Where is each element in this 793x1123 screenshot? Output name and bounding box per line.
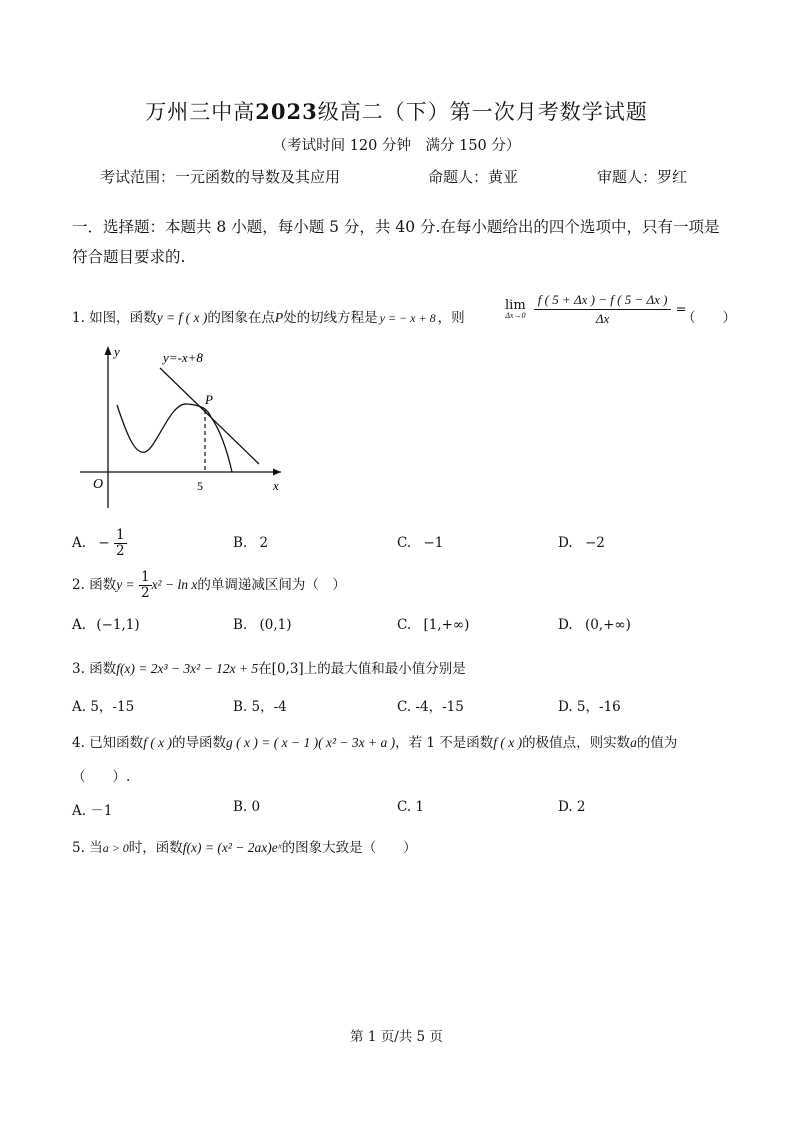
q1-answer-blank: （ ） xyxy=(682,310,736,326)
q1-option-d-value: −2 xyxy=(584,535,605,551)
exam-reviewer: 审题人：罗红 xyxy=(597,168,688,186)
y-axis-label: y xyxy=(114,344,120,359)
tangent-line xyxy=(160,368,259,464)
q4-text-4: 的极值点，则实数 xyxy=(522,735,631,751)
page-footer: 第 1 页/共 5 页 xyxy=(350,1029,443,1045)
q1-limit xyxy=(505,293,687,327)
function-curve xyxy=(117,404,232,472)
q2-text-2: 的单调递减区间为（ ） xyxy=(197,576,346,593)
q2-option-d-value: (0,+∞) xyxy=(584,617,631,633)
exam-title xyxy=(0,96,793,126)
q5-text-3: 的图象大致是（ ） xyxy=(281,840,417,856)
q2-option-c-label: C. xyxy=(397,617,412,633)
tangent-label: y=-x+8 xyxy=(163,350,203,365)
exam-scope: 考试范围：一元函数的导数及其应用 xyxy=(100,168,341,186)
x-axis-arrow xyxy=(273,469,281,476)
q2-option-c-value: [1,+∞) xyxy=(423,617,470,633)
q4-option-d: D. 2 xyxy=(558,799,586,815)
q4-answer-blank: （ ）. xyxy=(72,769,131,785)
q3-option-b: B. 5，-4 xyxy=(233,699,287,715)
q1-graph xyxy=(75,340,300,512)
q5-condition: a > 0 xyxy=(102,841,129,855)
q1-lim-word: lim xyxy=(505,298,526,314)
q2-fraction xyxy=(139,570,152,601)
q4-f1: f ( x ) xyxy=(143,735,173,750)
q4-text-1: 已知函数 xyxy=(89,735,144,751)
q2-option-d xyxy=(558,617,631,633)
x-tick-5: 5 xyxy=(197,479,203,493)
q2-option-b xyxy=(233,617,292,633)
question-5 xyxy=(72,836,417,856)
q2-expression: x² − ln x xyxy=(151,576,198,592)
q4-number: 4. xyxy=(72,735,85,751)
q5-number: 5. xyxy=(72,840,85,856)
q1-denominator: Δx xyxy=(595,311,610,327)
q2-den: 2 xyxy=(140,584,150,601)
q3-expression: f(x) = 2x³ − 3x² − 12x + 5 xyxy=(116,661,259,676)
q3-text-1: 函数 xyxy=(89,661,117,677)
q1-text-4: ，则 xyxy=(437,310,465,326)
q2-option-a xyxy=(72,617,140,633)
q4-option-a: A. －1 xyxy=(72,803,113,819)
x-axis-label: x xyxy=(273,478,279,493)
q1-option-b-label: B. xyxy=(233,535,248,551)
q2-option-b-label: B. xyxy=(233,617,248,633)
y-axis-arrow xyxy=(105,346,112,355)
q1-text-2: 的图象在点 xyxy=(207,310,275,326)
q1-tangent: y = − x + 8 xyxy=(379,311,436,325)
q1-number: 1. xyxy=(72,310,85,326)
q2-option-a-value: (−1,1) xyxy=(96,617,140,633)
q1-function: y = f ( x ) xyxy=(156,310,208,325)
q5-expression: f(x) = (x² − 2ax)eˣ xyxy=(182,840,282,855)
question-4 xyxy=(72,731,677,751)
q1-limit-fraction xyxy=(534,293,672,327)
q1-option-a xyxy=(72,528,127,559)
q1-option-c-label: C. xyxy=(397,535,412,551)
q4-option-c: C. 1 xyxy=(397,799,425,815)
q3-number: 3. xyxy=(72,661,85,677)
q4-text-5: 的值为 xyxy=(636,735,678,751)
q4-text-2: 的导函数 xyxy=(172,735,227,751)
q5-text-2: 时，函数 xyxy=(128,840,183,856)
origin-label: O xyxy=(93,477,104,492)
q1-option-d xyxy=(558,535,605,551)
q1-limit-operator xyxy=(505,299,526,320)
q2-number: 2. xyxy=(72,576,85,593)
q1-point: P xyxy=(274,310,284,325)
q2-option-c xyxy=(397,617,469,633)
question-1 xyxy=(72,306,465,326)
q1-option-a-fraction xyxy=(114,528,127,559)
q1-text-3: 处的切线方程是 xyxy=(283,310,378,326)
q2-y-eq: y = xyxy=(116,576,135,592)
q1-option-b xyxy=(233,535,268,551)
q1-option-a-sign: − xyxy=(98,534,110,551)
title-part1: 万州三中高 xyxy=(145,100,256,124)
q5-text-1: 当 xyxy=(89,840,103,856)
q4-option-b: B. 0 xyxy=(233,799,261,815)
q3-text-2: 在[0,3]上的最大值和最小值分别是 xyxy=(258,661,466,677)
q2-text-1: 函数 xyxy=(89,576,117,593)
q2-option-d-label: D. xyxy=(558,617,573,633)
question-2 xyxy=(72,570,346,601)
q4-text-3: ，若 1 不是函数 xyxy=(395,735,494,751)
title-part2: 级高二（下）第一次月考数学试题 xyxy=(317,100,648,124)
q1-option-c-value: −1 xyxy=(423,535,444,551)
q1-lim-sub: Δx→0 xyxy=(505,311,526,321)
q3-option-a: A. 5，-15 xyxy=(72,699,135,715)
q1-equals: = xyxy=(675,302,687,318)
q4-derivative: g ( x ) = ( x − 1 )( x² − 3x + a ) xyxy=(226,735,396,750)
title-year: 2023 xyxy=(255,99,318,124)
q2-num: 1 xyxy=(140,569,150,585)
section-heading: 一．选择题：本题共 8 小题，每小题 5 分，共 40 分.在每小题给出的四个选项中，只有一项是符合题目要求的. xyxy=(72,218,720,266)
q1-option-a-label: A. xyxy=(72,534,87,551)
exam-subtitle: （考试时间 120 分钟 满分 150 分） xyxy=(272,138,521,154)
exam-author: 命题人：黄亚 xyxy=(428,168,519,186)
q1-option-a-num: 1 xyxy=(115,527,125,543)
q4-a: a xyxy=(630,735,637,750)
q1-numerator: f ( 5 + Δx ) − f ( 5 − Δx ) xyxy=(534,293,672,310)
q2-option-b-value: (0,1) xyxy=(259,617,292,633)
question-3 xyxy=(72,657,466,677)
q1-option-d-label: D. xyxy=(558,535,573,551)
q3-option-c: C. -4，-15 xyxy=(397,699,464,715)
q1-text-1: 如图，函数 xyxy=(89,310,157,326)
q4-f2: f ( x ) xyxy=(493,735,523,750)
q1-option-a-den: 2 xyxy=(115,542,125,559)
q1-option-b-value: 2 xyxy=(259,535,269,551)
q1-option-c xyxy=(397,535,443,551)
q3-option-d: D. 5，-16 xyxy=(558,699,621,715)
q2-option-a-label: A. xyxy=(72,617,87,633)
point-p-label: P xyxy=(205,392,213,407)
